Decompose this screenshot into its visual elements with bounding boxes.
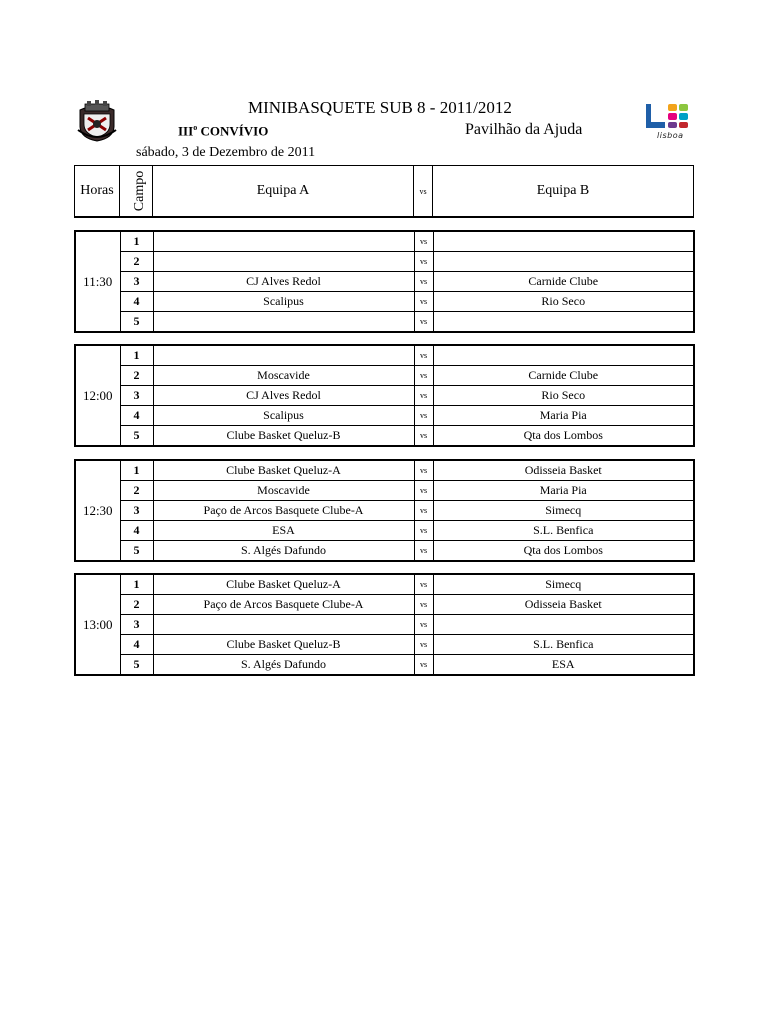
team-b: S.L. Benfica bbox=[433, 521, 694, 541]
crest-logo bbox=[76, 100, 118, 142]
campo-number: 3 bbox=[120, 501, 153, 521]
team-b: Carnide Clube bbox=[433, 366, 694, 386]
match-row bbox=[75, 426, 694, 447]
team-a: ESA bbox=[153, 521, 414, 541]
team-b: Simecq bbox=[433, 501, 694, 521]
time-slot-block bbox=[74, 230, 695, 333]
vs-label: vs bbox=[414, 292, 433, 312]
vs-label: vs bbox=[414, 615, 433, 635]
team-a: Moscavide bbox=[153, 366, 414, 386]
team-a bbox=[153, 252, 414, 272]
match-row bbox=[75, 481, 694, 501]
time-cell: 13:00 bbox=[75, 574, 120, 675]
schedule-header bbox=[74, 165, 694, 218]
team-a: Paço de Arcos Basquete Clube-A bbox=[153, 595, 414, 615]
team-b: Qta dos Lombos bbox=[433, 541, 694, 562]
match-row bbox=[75, 386, 694, 406]
campo-number: 2 bbox=[120, 481, 153, 501]
vs-label: vs bbox=[414, 312, 433, 333]
campo-number: 1 bbox=[120, 345, 153, 366]
team-b: S.L. Benfica bbox=[433, 635, 694, 655]
campo-number: 2 bbox=[120, 595, 153, 615]
vs-label: vs bbox=[414, 426, 433, 447]
team-a bbox=[153, 231, 414, 252]
vs-label: vs bbox=[414, 252, 433, 272]
vs-label: vs bbox=[414, 345, 433, 366]
campo-number: 1 bbox=[120, 231, 153, 252]
team-b: Odisseia Basket bbox=[433, 460, 694, 481]
team-b: Rio Seco bbox=[433, 386, 694, 406]
team-a: Scalipus bbox=[153, 292, 414, 312]
campo-number: 3 bbox=[120, 272, 153, 292]
campo-number: 4 bbox=[120, 635, 153, 655]
vs-label: vs bbox=[414, 366, 433, 386]
time-slot-block bbox=[74, 459, 695, 562]
team-b: Maria Pia bbox=[433, 406, 694, 426]
time-slot-block bbox=[74, 344, 695, 447]
venue-name: Pavilhão da Ajuda bbox=[465, 121, 583, 138]
page-title: MINIBASQUETE SUB 8 - 2011/2012 bbox=[248, 98, 512, 117]
match-row bbox=[75, 292, 694, 312]
team-b bbox=[433, 312, 694, 333]
team-a bbox=[153, 312, 414, 333]
time-cell: 12:30 bbox=[75, 460, 120, 561]
header-campo: Campo bbox=[120, 166, 153, 218]
match-row bbox=[75, 231, 694, 252]
vs-label: vs bbox=[414, 272, 433, 292]
match-row bbox=[75, 521, 694, 541]
team-b bbox=[433, 615, 694, 635]
team-b: Maria Pia bbox=[433, 481, 694, 501]
team-b bbox=[433, 231, 694, 252]
match-row bbox=[75, 655, 694, 676]
match-row bbox=[75, 252, 694, 272]
vs-label: vs bbox=[414, 595, 433, 615]
campo-number: 4 bbox=[120, 292, 153, 312]
match-row bbox=[75, 574, 694, 595]
vs-label: vs bbox=[414, 501, 433, 521]
event-date: sábado, 3 de Dezembro de 2011 bbox=[136, 145, 316, 160]
vs-label: vs bbox=[414, 655, 433, 676]
team-a: Scalipus bbox=[153, 406, 414, 426]
team-b: Qta dos Lombos bbox=[433, 426, 694, 447]
team-a: S. Algés Dafundo bbox=[153, 655, 414, 676]
team-a: Paço de Arcos Basquete Clube-A bbox=[153, 501, 414, 521]
header-equipa-b: Equipa B bbox=[433, 166, 694, 218]
team-a: S. Algés Dafundo bbox=[153, 541, 414, 562]
campo-number: 3 bbox=[120, 386, 153, 406]
team-a bbox=[153, 615, 414, 635]
team-b: Carnide Clube bbox=[433, 272, 694, 292]
vs-label: vs bbox=[414, 231, 433, 252]
team-a: CJ Alves Redol bbox=[153, 272, 414, 292]
match-row bbox=[75, 501, 694, 521]
campo-number: 2 bbox=[120, 252, 153, 272]
team-a: Clube Basket Queluz-A bbox=[153, 460, 414, 481]
team-a: CJ Alves Redol bbox=[153, 386, 414, 406]
vs-label: vs bbox=[414, 541, 433, 562]
campo-number: 4 bbox=[120, 406, 153, 426]
team-a: Moscavide bbox=[153, 481, 414, 501]
campo-number: 5 bbox=[120, 655, 153, 676]
time-slot-block bbox=[74, 573, 695, 676]
team-b: Odisseia Basket bbox=[433, 595, 694, 615]
team-b: ESA bbox=[433, 655, 694, 676]
vs-label: vs bbox=[414, 574, 433, 595]
vs-label: vs bbox=[414, 406, 433, 426]
match-row bbox=[75, 460, 694, 481]
match-row bbox=[75, 406, 694, 426]
match-row bbox=[75, 595, 694, 615]
team-a bbox=[153, 345, 414, 366]
team-b: Simecq bbox=[433, 574, 694, 595]
lisboa-wordmark: lisboa bbox=[657, 131, 684, 140]
vs-label: vs bbox=[414, 481, 433, 501]
match-row bbox=[75, 615, 694, 635]
team-b: Rio Seco bbox=[433, 292, 694, 312]
match-row bbox=[75, 635, 694, 655]
campo-number: 3 bbox=[120, 615, 153, 635]
lisboa-logo bbox=[643, 102, 691, 142]
team-a: Clube Basket Queluz-B bbox=[153, 635, 414, 655]
campo-number: 1 bbox=[120, 574, 153, 595]
match-row bbox=[75, 345, 694, 366]
vs-label: vs bbox=[414, 460, 433, 481]
campo-number: 5 bbox=[120, 312, 153, 333]
header-horas: Horas bbox=[75, 166, 120, 218]
header-vs: vs bbox=[414, 166, 433, 218]
vs-label: vs bbox=[414, 635, 433, 655]
vs-label: vs bbox=[414, 386, 433, 406]
campo-number: 4 bbox=[120, 521, 153, 541]
time-cell: 12:00 bbox=[75, 345, 120, 446]
header-equipa-a: Equipa A bbox=[153, 166, 414, 218]
campo-number: 5 bbox=[120, 541, 153, 562]
team-b bbox=[433, 252, 694, 272]
event-name: III$^o$ CONVÍVIO bbox=[178, 123, 269, 139]
campo-number: 2 bbox=[120, 366, 153, 386]
match-row bbox=[75, 312, 694, 333]
team-a: Clube Basket Queluz-A bbox=[153, 574, 414, 595]
team-b bbox=[433, 345, 694, 366]
vs-label: vs bbox=[414, 521, 433, 541]
team-a: Clube Basket Queluz-B bbox=[153, 426, 414, 447]
campo-number: 5 bbox=[120, 426, 153, 447]
match-row bbox=[75, 541, 694, 562]
match-row bbox=[75, 272, 694, 292]
time-cell: 11:30 bbox=[75, 231, 120, 332]
match-row bbox=[75, 366, 694, 386]
campo-number: 1 bbox=[120, 460, 153, 481]
